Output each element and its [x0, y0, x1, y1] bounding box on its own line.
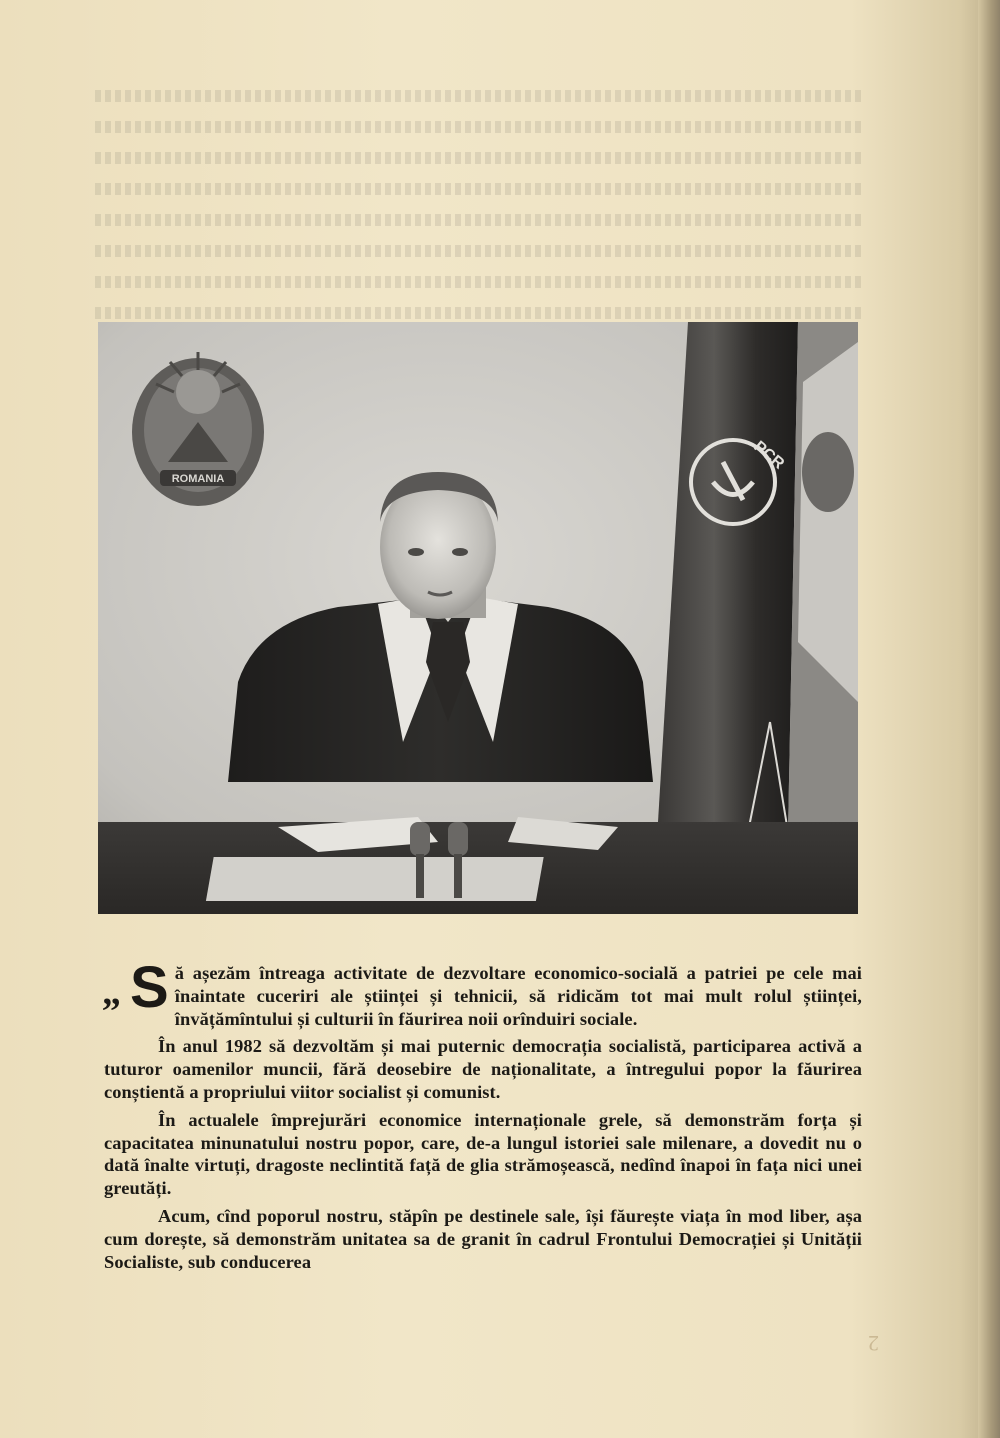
portrait-photo [98, 322, 858, 914]
show-through-text [95, 80, 865, 330]
dropcap-letter: S [130, 955, 169, 1020]
flags-icon [658, 322, 858, 832]
paragraph-1-text: ă așezăm întreaga activitate de dezvoltare economico-socială a patriei pe cele mai înaintate cuceriri ale științei și tehnicii, să ridicăm tot mai mult rolul științei, învățămîntului și culturii în făurirea noii orînduiri sociale. [174, 963, 862, 1029]
paragraph-4: Acum, cînd poporul nostru, stăpîn pe destinele sale, își făurește viața în mod liber, așa cum dorește, să demonstrăm unitatea sa de granit în cadrul Frontului Democrației și Unității Socialiste, sub conducerea [104, 1205, 862, 1272]
speech-excerpt [102, 955, 862, 1278]
flag-label: PCR [750, 438, 788, 473]
book-spine-edge [978, 0, 1000, 1438]
page-number: 2 [868, 1331, 879, 1356]
emblem-label: ROMANIA [171, 473, 225, 485]
paragraph-1 [102, 955, 862, 1030]
opening-quote: „ [102, 971, 122, 1013]
paragraph-3: În actualele împrejurări economice internaționale grele, să demonstrăm forța și capacitatea minunatului nostru popor, care, de-a lungul istoriei sale milenare, a dovedit nu o dată înalte virtuți, dragoste neclintită față de glia strămoșească, nedînd înapoi în fața nici unei greutăți. [104, 1109, 862, 1199]
paragraph-2: În anul 1982 să dezvoltăm și mai puternic democrația socialistă, participarea activă a tuturor oamenilor muncii, fără deosebire de naționalitate, a întregului popor la făurirea conștientă a propriului viitor socialist și comunist. [104, 1036, 862, 1102]
